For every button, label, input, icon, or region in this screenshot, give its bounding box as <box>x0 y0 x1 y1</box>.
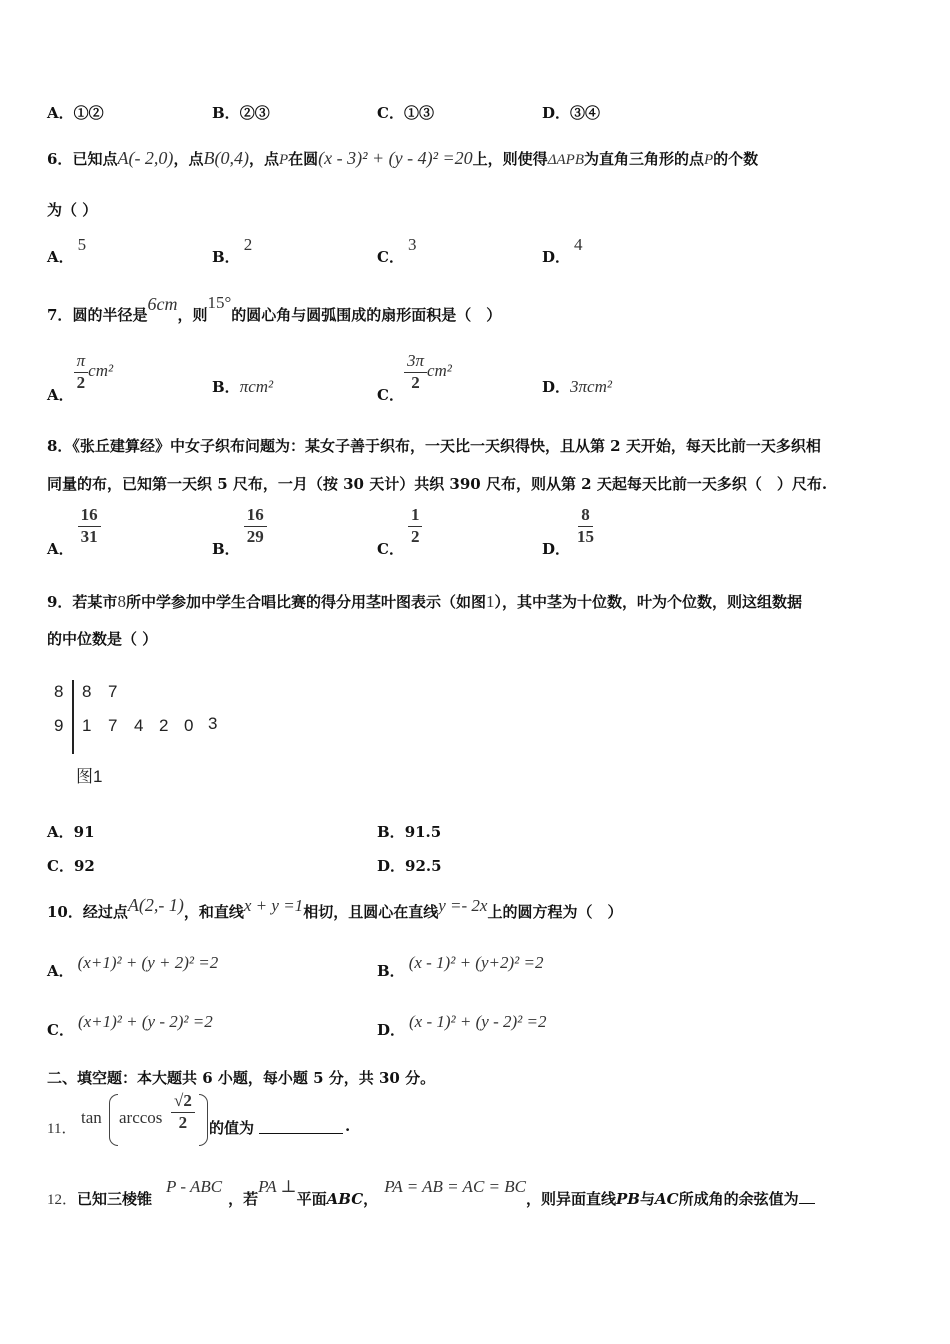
q8-option-c: C． $\frac{1}{2}$ <box>377 506 422 546</box>
left-paren <box>109 1094 118 1146</box>
leaf: 3 <box>208 714 218 733</box>
q10-stem: 10．经过点A(2,- 1)，和直线x + y =1相切，且圆心在直线y =- 2x上的圆方程为（ ） <box>47 895 623 921</box>
q6-option-c: C．3 <box>377 235 417 266</box>
leaf: 2 <box>159 716 169 735</box>
q7-option-b: B．πcm² <box>212 377 274 396</box>
q8-option-d: D． $\frac{8}{15}$ <box>542 505 595 559</box>
q7-stem: 7．圆的半径是6cm，则15°的圆心角与圆弧围成的扇形面积是（ ） <box>47 293 502 324</box>
stem-leaf-figure <box>46 676 236 786</box>
q10-option-c: C． (x+1)² + (y - 2)² =2 <box>47 1012 213 1039</box>
q6-option-b: B．2 <box>212 235 253 266</box>
q12-stem: 12．已知三棱锥P - ABC，若PA ⊥平面ABC，PA = AB = AC = BC，则异面直线PB与AC所成角的余弦值为 <box>47 1188 815 1209</box>
right-paren <box>199 1094 208 1146</box>
q6-option-d: D．4 <box>542 235 583 266</box>
leaf: 7 <box>108 716 118 735</box>
q7-option-d: D．3πcm² <box>542 377 612 396</box>
q6-stem-line1: 6．已知点A(- 2,0)，点B(0,4)，点P在圆(x - 3)² + (y - 4)² =20上，则使得ΔAPB为直角三角形的点P的个数 <box>47 148 759 168</box>
q9-option-c: C．92 <box>47 857 95 875</box>
q10-option-b: B． (x - 1)² + (y+2)² =2 <box>377 953 544 980</box>
q9-option-a: A．91 <box>47 823 95 841</box>
q9-stem-line1: 9．若某市8所中学参加中学生合唱比赛的得分用茎叶图表示（如图1），其中茎为十位数，叶为个位数，则这组数据 <box>47 592 802 611</box>
q5-option-a: A．①② <box>47 104 104 122</box>
q5-option-b: B．②③ <box>212 104 270 122</box>
stem-8: 8 <box>54 682 64 701</box>
answer-blank[interactable] <box>259 1117 343 1134</box>
q10-option-d: D． (x - 1)² + (y - 2)² =2 <box>377 1012 547 1039</box>
q8-stem-line1: 8．《张丘建算经》中女子织布问题为：某女子善于织布，一天比一天织得快，且从第 2 天开始，每天比前一天多织相 <box>47 437 821 455</box>
q8-option-b: B． $\frac{16}{29}$ <box>212 506 267 546</box>
stem-9: 9 <box>54 716 64 735</box>
q9-option-d: D．92.5 <box>377 857 442 875</box>
q5-option-d: D．③④ <box>542 104 601 122</box>
q8-stem-line2: 同量的布，已知第一天织 5 尺布，一月（按 30 天计）共织 390 尺布，则从第 2 天起每天比前一天多织（ ）尺布. <box>47 475 828 493</box>
q7-option-a: A． $\frac{\pi}{2}$ cm² <box>47 351 114 405</box>
section-heading: 二、填空题：本大题共 6 小题，每小题 5 分，共 30 分。 <box>47 1069 436 1087</box>
q8-option-a: A． $\frac{16}{31}$ <box>47 506 101 546</box>
leaf: 8 <box>82 682 92 701</box>
stem-divider <box>72 680 74 754</box>
leaf: 7 <box>108 682 118 701</box>
answer-blank[interactable] <box>799 1189 815 1204</box>
leaf: 1 <box>82 716 92 735</box>
q6-stem-line2: 为（ ） <box>47 201 98 219</box>
leaf: 4 <box>134 716 144 735</box>
q7-option-c: C． $\frac{3\pi}{2}$ cm² <box>377 351 452 405</box>
q5-option-c: C．①③ <box>377 104 434 122</box>
q10-option-a: A． (x+1)² + (y + 2)² =2 <box>47 953 219 980</box>
leaf: 0 <box>184 716 194 735</box>
figure-caption: 图1 <box>76 767 103 786</box>
q9-stem-line2: 的中位数是（ ） <box>47 630 158 648</box>
q9-option-b: B．91.5 <box>377 823 442 841</box>
q6-option-a: A．5 <box>47 235 87 266</box>
